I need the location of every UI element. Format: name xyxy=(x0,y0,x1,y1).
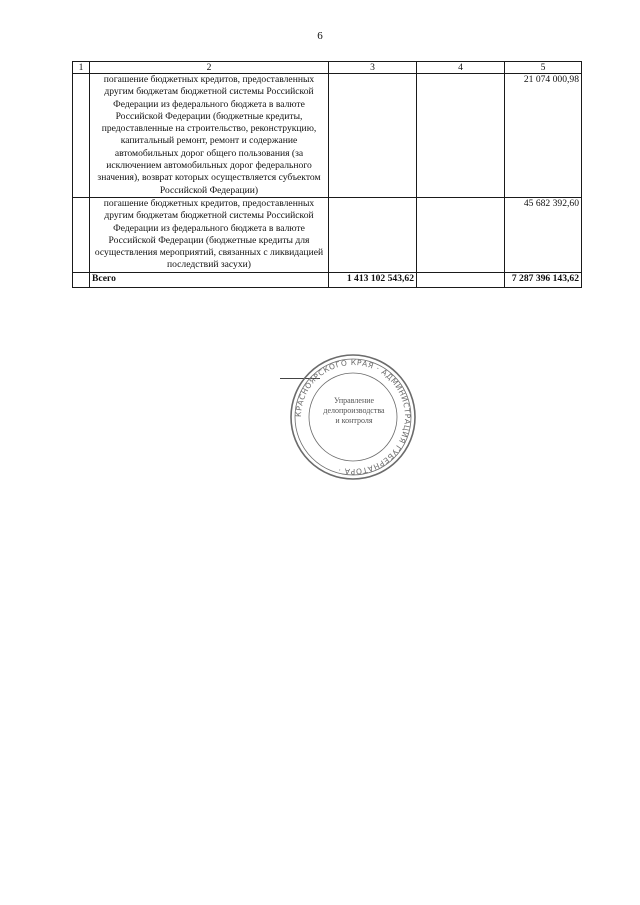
table-row xyxy=(73,74,582,198)
header-col-2: 2 xyxy=(90,62,329,74)
row-cell-col4 xyxy=(417,197,505,272)
total-amount-col5: 7 287 396 143,62 xyxy=(505,272,582,287)
header-col-1: 1 xyxy=(73,62,90,74)
row-cell-col1 xyxy=(73,74,90,198)
row-amount: 21 074 000,98 xyxy=(505,74,582,198)
stamp-center-text xyxy=(318,396,390,426)
header-col-3: 3 xyxy=(329,62,417,74)
header-col-5: 5 xyxy=(505,62,582,74)
total-amount-col3: 1 413 102 543,62 xyxy=(329,272,417,287)
total-label: Всего xyxy=(90,272,329,287)
stamp-line-2: делопроизводства xyxy=(323,406,385,415)
header-row xyxy=(73,62,582,74)
total-cell-col4 xyxy=(417,272,505,287)
row-description: погашение бюджетных кредитов, предоставленных другим бюджетам бюджетной системы Российской Федерации из федерального бюджета в валюте Российской Федерации (бюджетные кредиты для осуществления мероприятий, связанных с ликвидацией последствий засухи) xyxy=(90,197,329,272)
row-amount: 45 682 392,60 xyxy=(505,197,582,272)
row-description: погашение бюджетных кредитов, предоставленных другим бюджетам бюджетной системы Российской Федерации из федерального бюджета в валюте Российской Федерации (бюджетные кредиты, предоставленные на строительство, реконструкцию, капитальный ремонт, ремонт и содержание автомобильных дорог общего пользования (за исключением автомобильных дорог федерального значения), возврат которых осуществляется субъектом Российской Федерации) xyxy=(90,74,329,198)
total-cell-col1 xyxy=(73,272,90,287)
row-cell-col1 xyxy=(73,197,90,272)
total-row xyxy=(73,272,582,287)
stamp-ring-text: КРАСНОЯРСКОГО КРАЯ · АДМИНИСТРАЦИЯ ГУБЕРНАТОРА · xyxy=(293,357,413,477)
row-cell-col3 xyxy=(329,197,417,272)
table-row xyxy=(73,197,582,272)
page-number: 6 xyxy=(317,30,323,42)
stamp-line-3: и контроля xyxy=(335,416,373,425)
budget-table xyxy=(72,61,582,288)
row-cell-col4 xyxy=(417,74,505,198)
header-col-4: 4 xyxy=(417,62,505,74)
row-cell-col3 xyxy=(329,74,417,198)
stamp-line-1: Управление xyxy=(333,396,375,405)
